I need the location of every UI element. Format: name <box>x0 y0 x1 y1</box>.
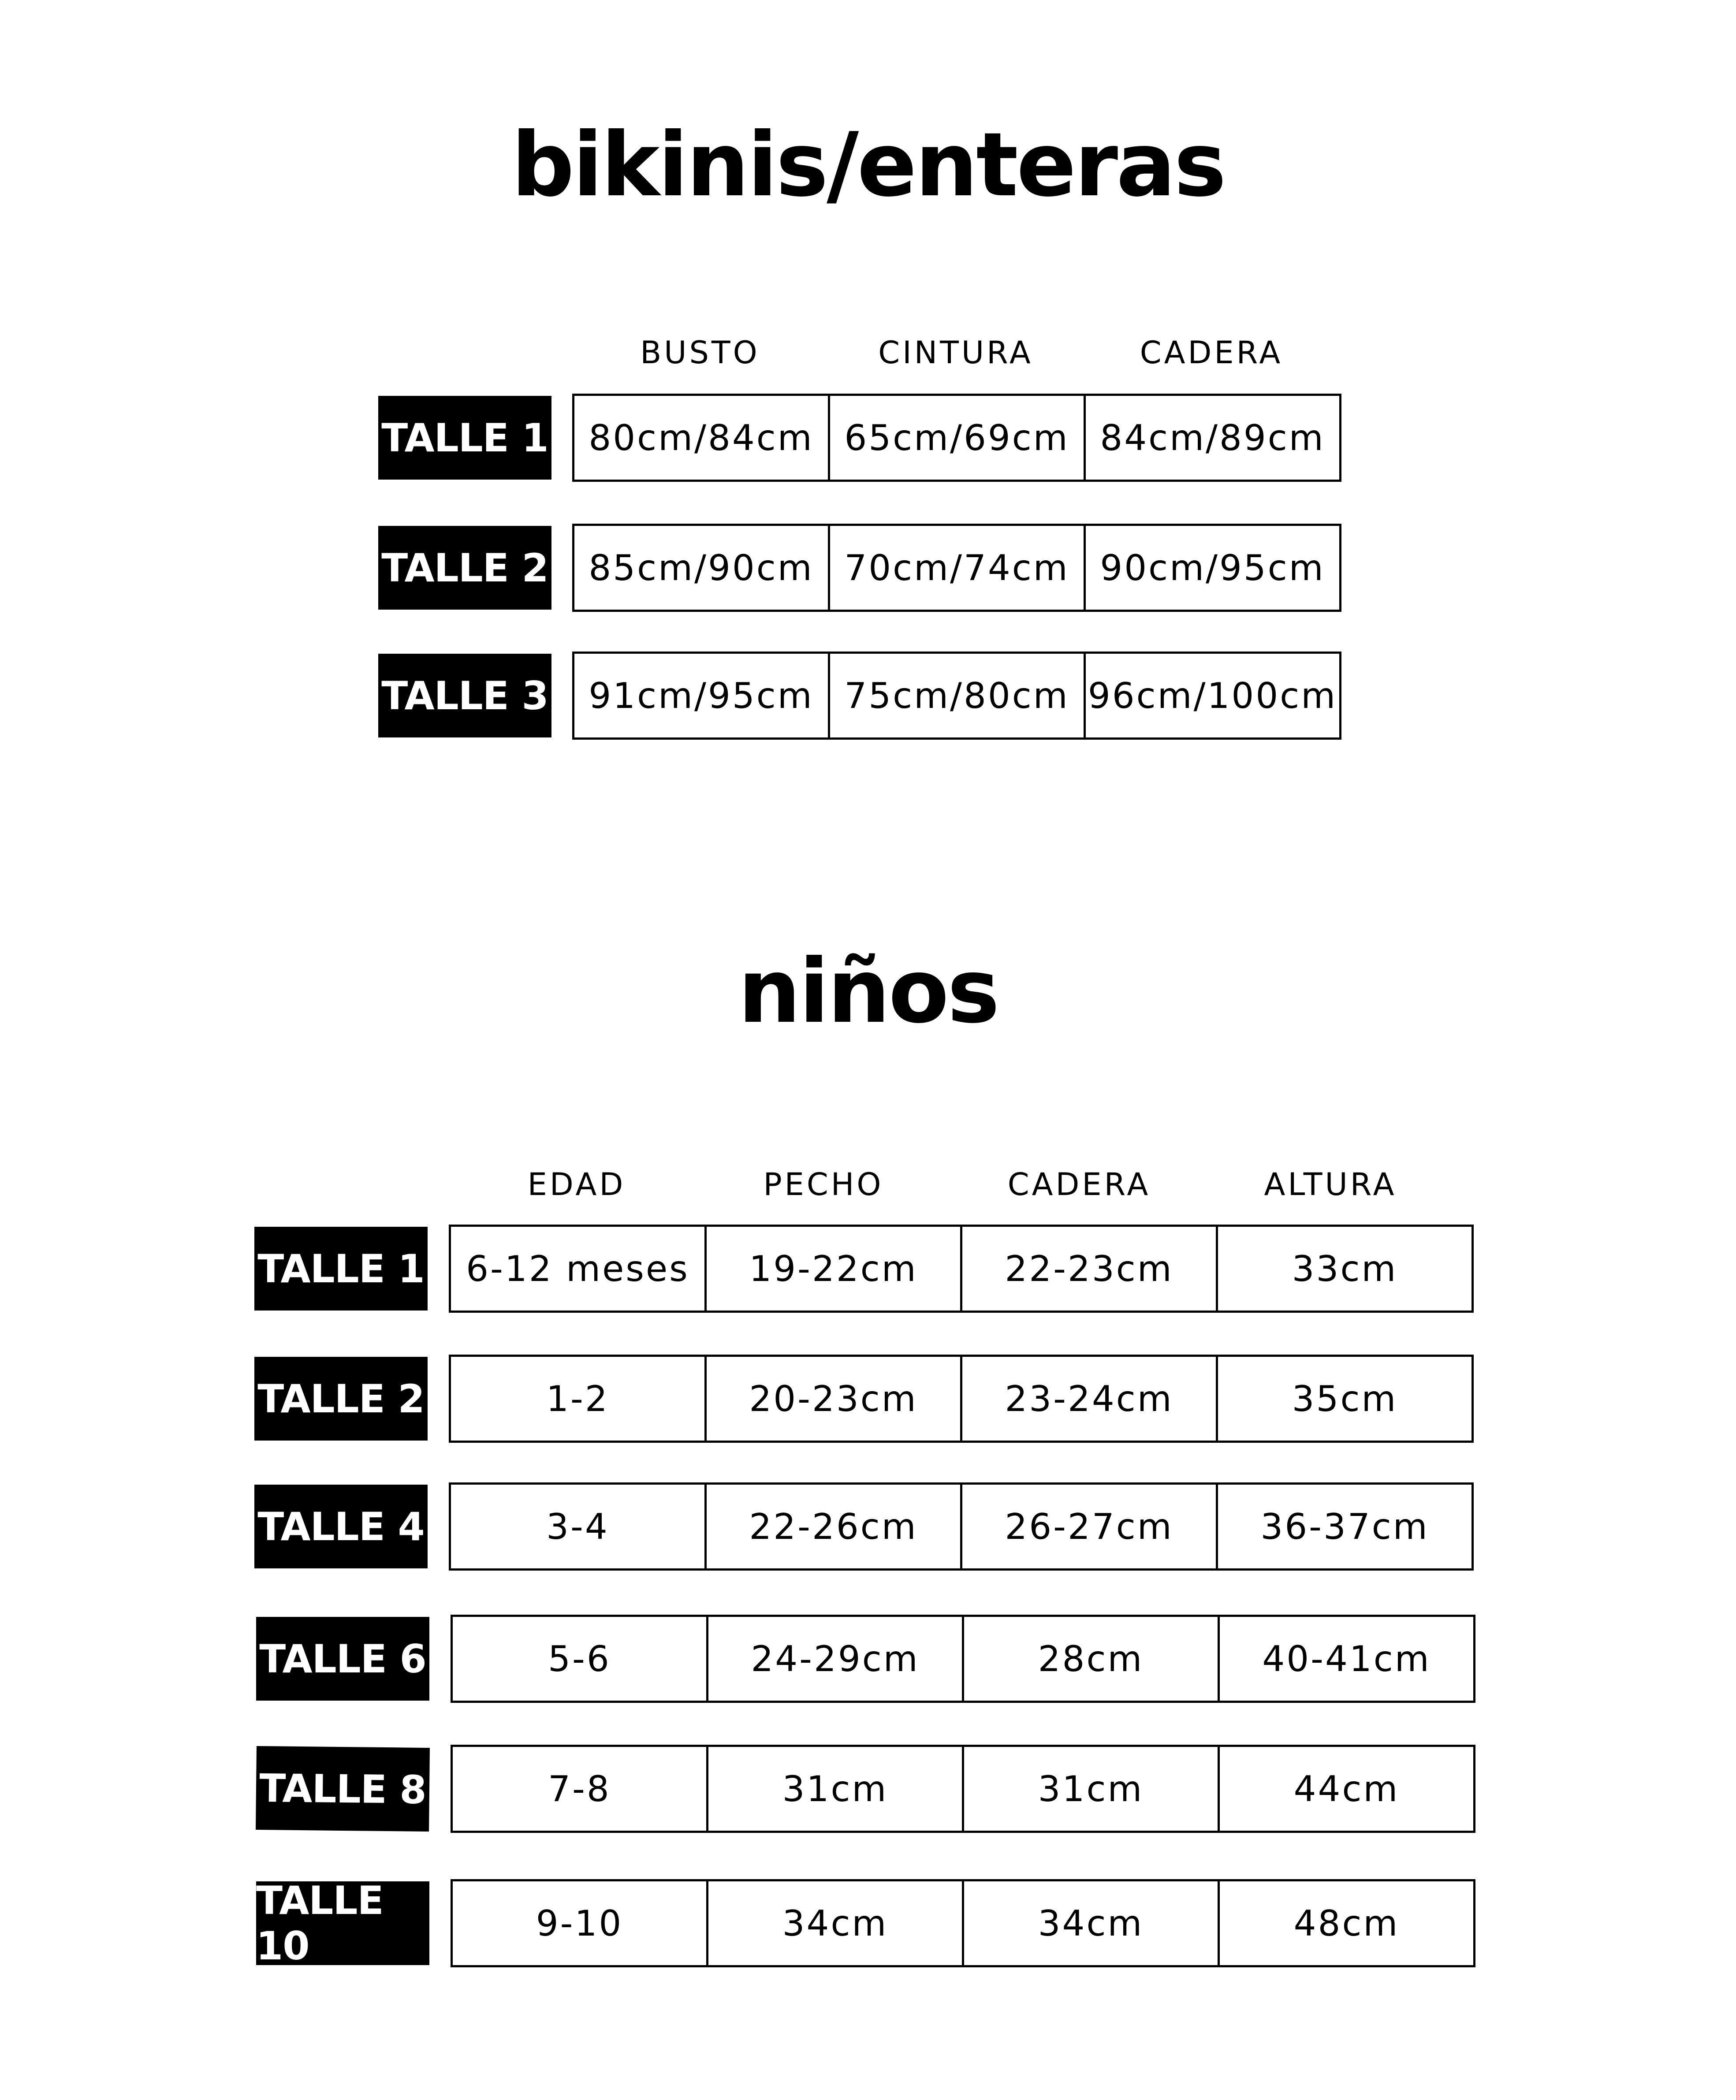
kids-row-4-altura: 40-41cm <box>1218 1615 1475 1703</box>
adult-row-2-cintura: 70cm/74cm <box>828 524 1086 612</box>
kids-row-5-pecho: 31cm <box>706 1745 964 1833</box>
adult-row-3-cadera: 96cm/100cm <box>1084 652 1341 740</box>
kids-row-3-cadera: 26-27cm <box>960 1482 1218 1571</box>
adult-size-row-2 <box>572 524 1341 612</box>
adult-size-label-3: TALLE 3 <box>378 654 551 737</box>
kids-row-5-altura: 44cm <box>1218 1745 1475 1833</box>
adult-header-cadera: CADERA <box>1140 335 1283 371</box>
kids-header-cadera: CADERA <box>1007 1166 1151 1203</box>
adult-header-cintura: CINTURA <box>878 335 1033 371</box>
kids-row-3-altura: 36-37cm <box>1216 1482 1474 1571</box>
adult-row-3-busto: 91cm/95cm <box>572 652 830 740</box>
kids-row-2-edad: 1-2 <box>449 1355 707 1443</box>
adult-size-label-1: TALLE 1 <box>378 396 551 480</box>
kids-row-3-edad: 3-4 <box>449 1482 707 1571</box>
kids-size-row-5 <box>451 1745 1475 1833</box>
kids-size-row-2 <box>449 1355 1474 1443</box>
kids-size-label-5: TALLE 8 <box>256 1746 430 1832</box>
kids-row-4-edad: 5-6 <box>451 1615 708 1703</box>
adult-row-1-cintura: 65cm/69cm <box>828 394 1086 482</box>
kids-row-6-edad: 9-10 <box>451 1879 708 1967</box>
kids-size-label-1: TALLE 1 <box>254 1227 428 1311</box>
kids-row-1-altura: 33cm <box>1216 1225 1474 1313</box>
kids-size-row-1 <box>449 1225 1474 1313</box>
adult-size-row-1 <box>572 394 1341 482</box>
kids-row-2-pecho: 20-23cm <box>704 1355 962 1443</box>
kids-row-2-cadera: 23-24cm <box>960 1355 1218 1443</box>
kids-row-1-edad: 6-12 meses <box>449 1225 707 1313</box>
adult-row-1-busto: 80cm/84cm <box>572 394 830 482</box>
kids-row-6-pecho: 34cm <box>706 1879 964 1967</box>
kids-row-4-cadera: 28cm <box>962 1615 1220 1703</box>
adult-row-2-cadera: 90cm/95cm <box>1084 524 1341 612</box>
adult-size-title: bikinis/enteras <box>511 114 1225 216</box>
kids-row-3-pecho: 22-26cm <box>704 1482 962 1571</box>
kids-size-title: niños <box>738 940 998 1043</box>
kids-row-1-cadera: 22-23cm <box>960 1225 1218 1313</box>
kids-row-6-cadera: 34cm <box>962 1879 1220 1967</box>
kids-row-1-pecho: 19-22cm <box>704 1225 962 1313</box>
kids-header-pecho: PECHO <box>763 1166 884 1203</box>
adult-size-row-3 <box>572 652 1341 740</box>
kids-row-2-altura: 35cm <box>1216 1355 1474 1443</box>
kids-header-edad: EDAD <box>527 1166 626 1203</box>
kids-size-row-6 <box>451 1879 1475 1967</box>
kids-size-label-6: TALLE 10 <box>256 1881 429 1965</box>
kids-row-6-altura: 48cm <box>1218 1879 1475 1967</box>
adult-size-label-2: TALLE 2 <box>378 526 551 610</box>
kids-header-altura: ALTURA <box>1264 1166 1397 1203</box>
adult-row-1-cadera: 84cm/89cm <box>1084 394 1341 482</box>
kids-row-4-pecho: 24-29cm <box>706 1615 964 1703</box>
adult-row-2-busto: 85cm/90cm <box>572 524 830 612</box>
adult-header-busto: BUSTO <box>640 335 760 371</box>
kids-size-label-4: TALLE 6 <box>256 1617 429 1701</box>
kids-row-5-edad: 7-8 <box>451 1745 708 1833</box>
kids-row-5-cadera: 31cm <box>962 1745 1220 1833</box>
kids-size-label-3: TALLE 4 <box>254 1485 428 1568</box>
kids-size-label-2: TALLE 2 <box>254 1357 428 1441</box>
adult-row-3-cintura: 75cm/80cm <box>828 652 1086 740</box>
kids-size-row-3 <box>449 1482 1474 1571</box>
kids-size-row-4 <box>451 1615 1475 1703</box>
